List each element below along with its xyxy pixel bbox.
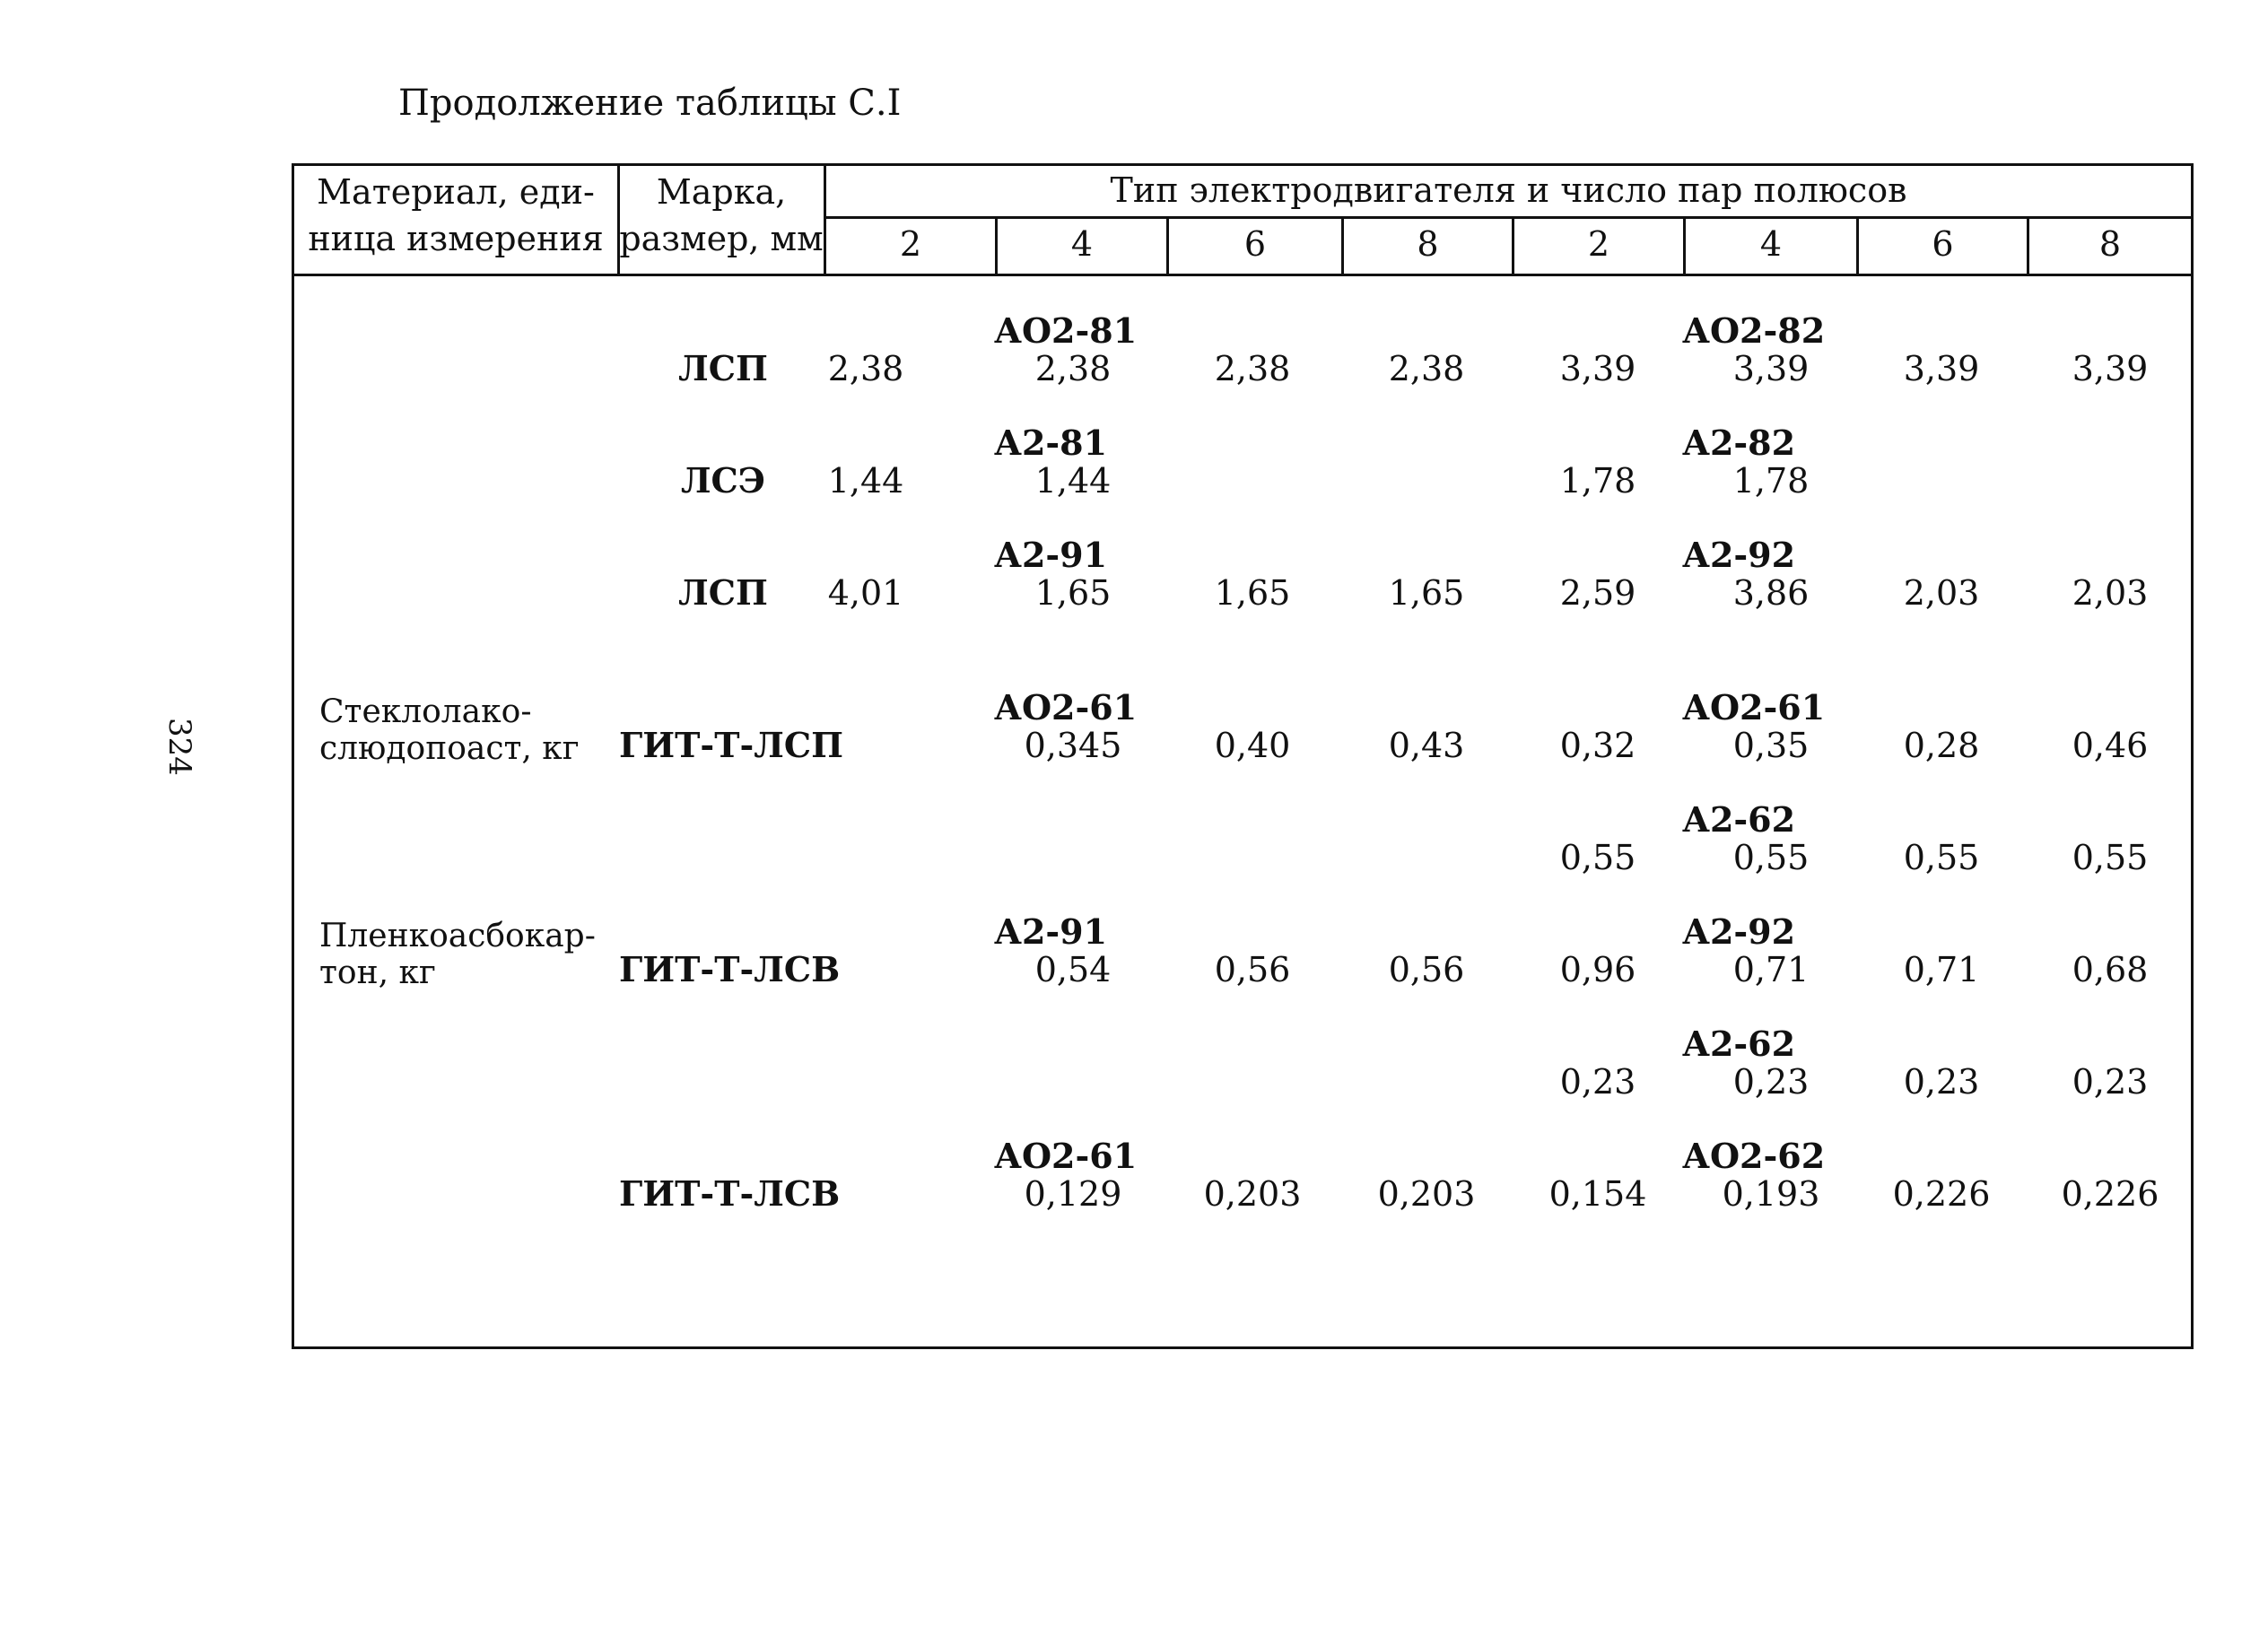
table-cell-value: 0,54	[1034, 950, 1112, 989]
row-motor-type-left: А2-81	[994, 423, 1108, 463]
header-brand-line1: Марка,	[656, 172, 787, 212]
table-cell-value: 0,40	[1214, 726, 1291, 765]
header-pole-1: 2	[899, 224, 922, 264]
table-cell-value: 0,71	[1903, 950, 1980, 989]
table-cell-value: 0,203	[1377, 1174, 1476, 1214]
table-cell-value: 2,38	[1034, 349, 1112, 388]
table-cell-value: 2,38	[1388, 349, 1465, 388]
material-label-1-line2: слюдопоаст, кг	[319, 730, 580, 768]
table-cell-value: 0,56	[1388, 950, 1465, 989]
header-bottom-line	[294, 274, 2191, 276]
table-cell-value: 0,56	[1214, 950, 1291, 989]
table-cell-value: 2,03	[1903, 573, 1980, 613]
table-cell-value: 3,39	[1903, 349, 1980, 388]
header-pole-7: 6	[1932, 224, 1954, 264]
row-brand: ГИТ-Т-ЛСП	[619, 725, 843, 765]
table-cell-value: 3,86	[1732, 573, 1810, 613]
table-cell-value: 1,44	[827, 461, 904, 501]
table-cell-value: 0,23	[2072, 1062, 2149, 1102]
row-motor-type-right: А2-62	[1682, 799, 1796, 840]
table-cell-value: 0,193	[1722, 1174, 1820, 1214]
row-motor-type-right: АО2-61	[1682, 687, 1826, 728]
header-pole-6: 4	[1759, 224, 1783, 264]
header-brand-line2: размер, мм	[619, 219, 824, 258]
row-motor-type-left: А2-91	[994, 535, 1108, 575]
table-cell-value: 1,65	[1214, 573, 1291, 613]
table-cell-value: 0,129	[1024, 1174, 1122, 1214]
table-cell-value: 1,44	[1034, 461, 1112, 501]
table-cell-value: 3,39	[2072, 349, 2149, 388]
table-cell-value: 0,32	[1559, 726, 1636, 765]
header-pole-8: 8	[2098, 224, 2122, 264]
material-label-2-line1: Пленкоасбокар-	[319, 918, 596, 954]
table-cell-value: 0,55	[1559, 838, 1636, 877]
table-cell-value: 1,78	[1559, 461, 1636, 501]
table-cell-value: 0,43	[1388, 726, 1465, 765]
table-cell-value: 2,03	[2072, 573, 2149, 613]
table-cell-value: 0,23	[1559, 1062, 1636, 1102]
table-cell-value: 2,38	[1214, 349, 1291, 388]
table-cell-value: 2,59	[1559, 573, 1636, 613]
table-cell-value: 1,78	[1732, 461, 1810, 501]
table-cell-value: 0,226	[1892, 1174, 1991, 1214]
header-pole-5: 2	[1587, 224, 1610, 264]
row-motor-type-right: АО2-62	[1682, 1136, 1826, 1176]
header-pole-4: 8	[1417, 224, 1439, 264]
row-brand: ГИТ-Т-ЛСВ	[619, 1173, 841, 1214]
row-motor-type-right: А2-92	[1682, 535, 1796, 575]
table-cell-value: 0,203	[1203, 1174, 1302, 1214]
row-motor-type-right: А2-62	[1682, 1024, 1796, 1064]
table-cell-value: 0,35	[1732, 726, 1810, 765]
row-brand: ГИТ-Т-ЛСВ	[619, 949, 841, 989]
table-cell-value: 0,23	[1732, 1062, 1810, 1102]
header-material-line1: Материал, еди-	[317, 172, 595, 212]
row-motor-type-right: А2-82	[1682, 423, 1796, 463]
table-cell-value: 2,38	[827, 349, 904, 388]
row-motor-type-left: АО2-61	[994, 687, 1138, 728]
row-brand: ЛСП	[678, 348, 768, 388]
table-cell-value: 0,154	[1548, 1174, 1647, 1214]
data-table	[292, 163, 2194, 1349]
table-cell-value: 0,345	[1024, 726, 1122, 765]
material-label-2-line2: тон, кг	[319, 954, 436, 992]
material-label-2	[319, 918, 596, 992]
row-motor-type-right: АО2-82	[1682, 310, 1826, 351]
row-motor-type-left: АО2-81	[994, 310, 1138, 351]
header-pole-2: 4	[1070, 224, 1094, 264]
table-cell-value: 0,55	[1903, 838, 1980, 877]
material-label-1	[319, 693, 580, 768]
header-motor-type: Тип электродвигателя и число пар полюсов	[1110, 170, 1907, 210]
header-material-line2: ница измерения	[308, 219, 604, 258]
table-cell-value: 1,65	[1388, 573, 1465, 613]
table-cell-value: 1,65	[1034, 573, 1112, 613]
table-cell-value: 0,55	[1732, 838, 1810, 877]
table-cell-value: 0,226	[2061, 1174, 2159, 1214]
table-cell-value: 0,68	[2072, 950, 2149, 989]
table-cell-value: 0,28	[1903, 726, 1980, 765]
table-cell-value: 0,55	[2072, 838, 2149, 877]
poles-top-line	[825, 216, 2191, 219]
row-brand: ЛСЭ	[680, 460, 766, 501]
row-motor-type-left: А2-91	[994, 911, 1108, 952]
table-cell-value: 4,01	[827, 573, 904, 613]
page-number: 324	[161, 718, 197, 776]
table-caption: Продолжение таблицы С.I	[398, 83, 902, 124]
row-brand: ЛСП	[678, 572, 768, 613]
table-cell-value: 0,71	[1732, 950, 1810, 989]
table-cell-value: 3,39	[1559, 349, 1636, 388]
row-motor-type-left: АО2-61	[994, 1136, 1138, 1176]
table-cell-value: 0,46	[2072, 726, 2149, 765]
table-cell-value: 3,39	[1732, 349, 1810, 388]
material-label-1-line1: Стеклолако-	[319, 693, 532, 730]
row-motor-type-right: А2-92	[1682, 911, 1796, 952]
table-cell-value: 0,23	[1903, 1062, 1980, 1102]
table-cell-value: 0,96	[1559, 950, 1636, 989]
header-pole-3: 6	[1243, 224, 1267, 264]
